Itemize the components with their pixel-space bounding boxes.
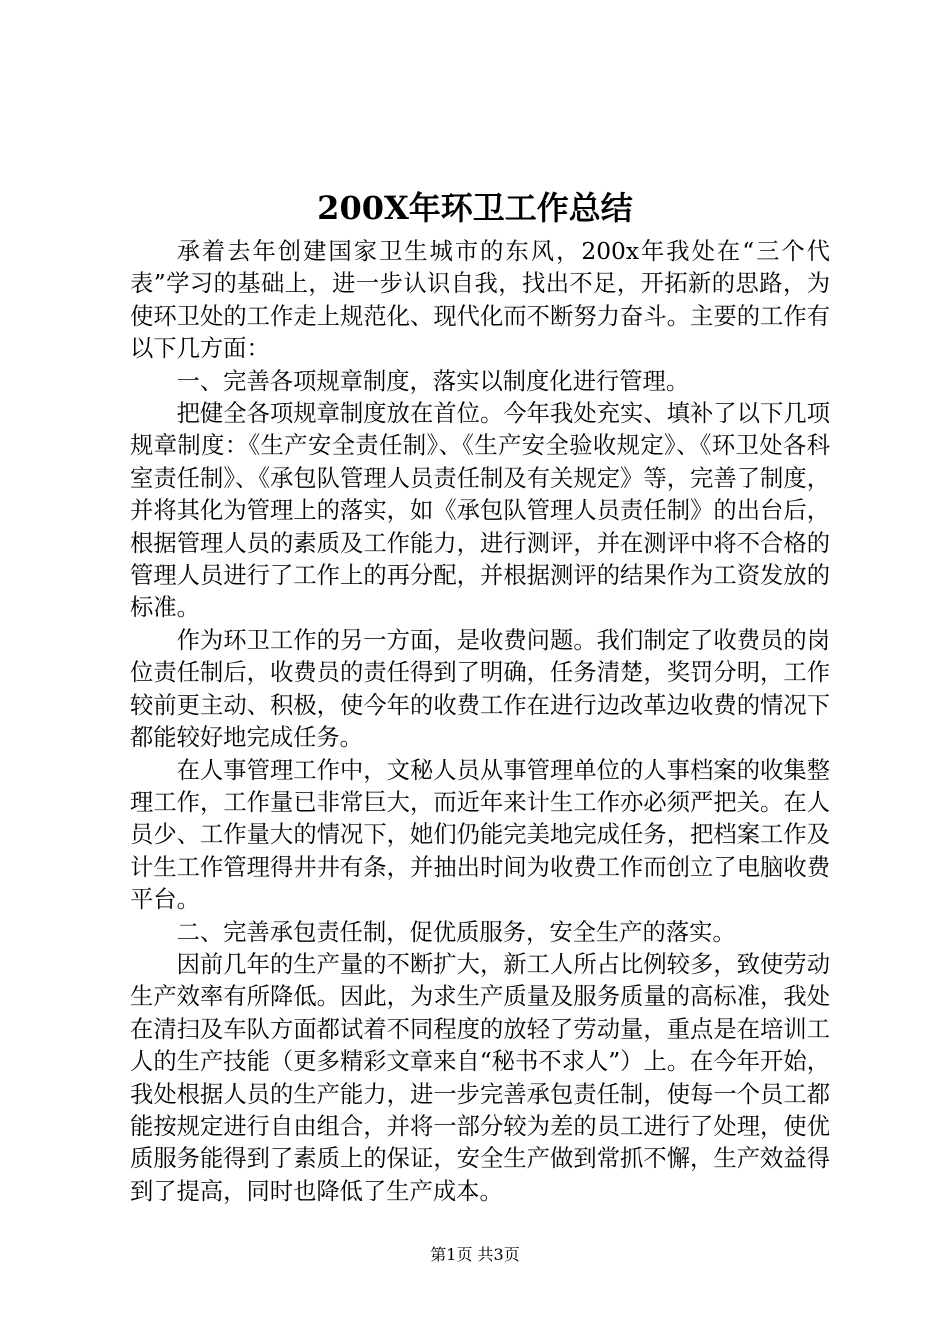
- paragraph-personnel: 在人事管理工作中，文秘人员从事管理单位的人事档案的收集整理工作，工作量已非常巨大，而近年来计生工作亦必须严把关。在人员少、工作量大的情况下，她们仍能完美地完成任务，把档案工作及计生工作管理得井井有条，并抽出时间为收费工作而创立了电脑收费平台。: [130, 756, 830, 914]
- paragraph-contracting: 因前几年的生产量的不断扩大，新工人所占比例较多，致使劳动生产效率有所降低。因此，为求生产质量及服务质量的高标准，我处在清扫及车队方面都试着不同程度的放轻了劳动量，重点是在培训工人的生产技能（更多精彩文章来自“秘书不求人”）上。在今年开始，我处根据人员的生产能力，进一步完善承包责任制，使每一个员工都能按规定进行自由组合，并将一部分较为差的员工进行了处理，使优质服务能得到了素质上的保证，安全生产做到常抓不懈，生产效益得到了提高，同时也降低了生产成本。: [130, 950, 830, 1205]
- paragraph-regulations: 把健全各项规章制度放在首位。今年我处充实、填补了以下几项规章制度：《生产安全责任制》、《生产安全验收规定》、《环卫处各科室责任制》、《承包队管理人员责任制及有关规定》等，完善了制度，并将其化为管理上的落实，如《承包队管理人员责任制》的出台后，根据管理人员的素质及工作能力，进行测评，并在测评中将不合格的管理人员进行了工作上的再分配，并根据测评的结果作为工资发放的标准。: [130, 400, 830, 622]
- section-heading-1: 一、完善各项规章制度，落实以制度化进行管理。: [176, 367, 690, 395]
- document-title: 200X年环卫工作总结: [317, 189, 633, 227]
- page-number-footer: 第1页 共3页: [430, 1245, 520, 1264]
- paragraph-intro: 承着去年创建国家卫生城市的东风，200x年我处在“三个代表”学习的基础上，进一步认识自我，找出不足，开拓新的思路，为使环卫处的工作走上规范化、现代化而不断努力奋斗。主要的工作有以下几方面：: [130, 238, 830, 363]
- section-heading-2: 二、完善承包责任制，促优质服务，安全生产的落实。: [176, 918, 736, 946]
- paragraph-fees: 作为环卫工作的另一方面，是收费问题。我们制定了收费员的岗位责任制后，收费员的责任得到了明确，任务清楚，奖罚分明，工作较前更主动、积极，使今年的收费工作在进行边改革边收费的情况下都能较好地完成任务。: [130, 626, 830, 752]
- document-body: [130, 236, 830, 1208]
